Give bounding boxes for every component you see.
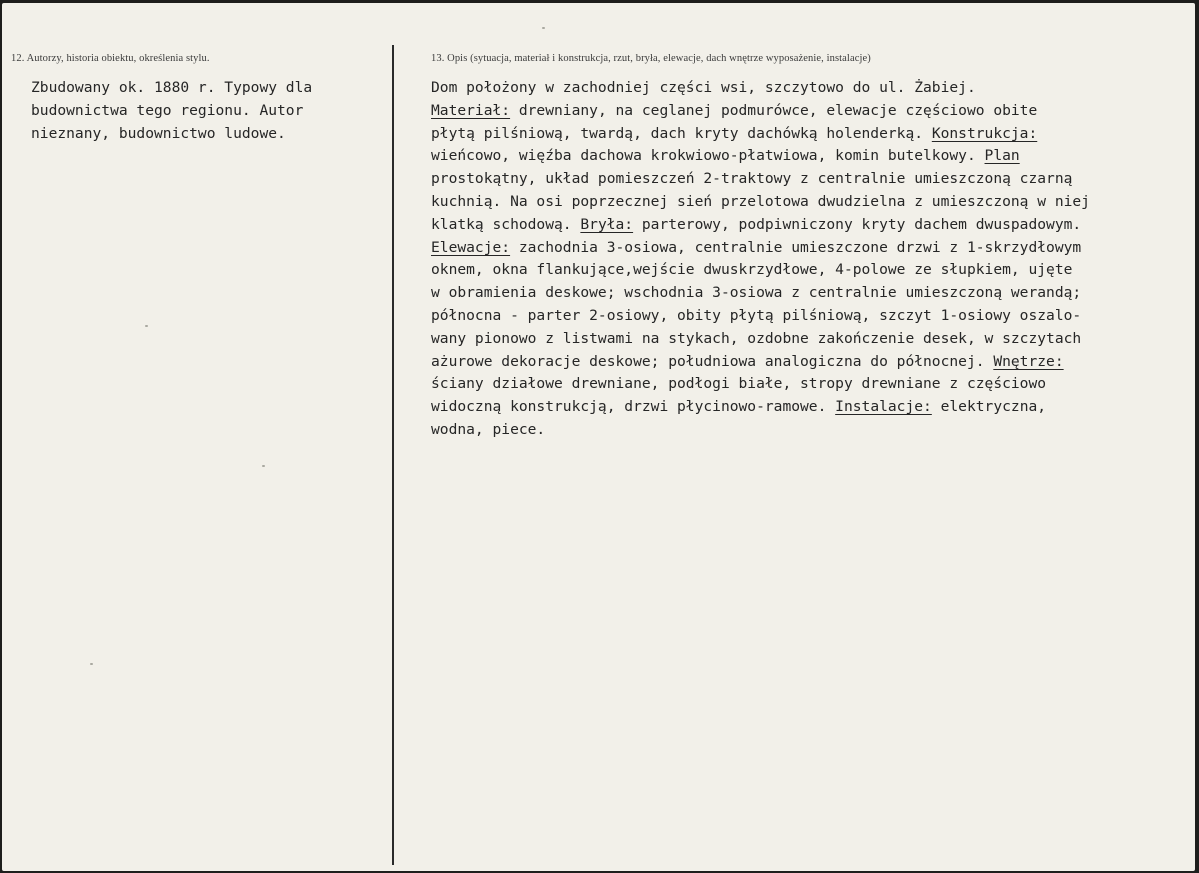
- text-segment: widoczną konstrukcją, drzwi płycinowo-ramowe.: [431, 398, 836, 416]
- section-label: Elewacje:: [431, 238, 511, 256]
- text-line: [431, 259, 1195, 282]
- text-line: [431, 191, 1195, 214]
- section-label: Instalacje:: [835, 398, 932, 416]
- text-line: [431, 100, 1195, 123]
- text-line: [431, 396, 1195, 419]
- text-line: Zbudowany ok. 1880 r. Typowy dla: [31, 79, 313, 96]
- text-line: [431, 237, 1195, 260]
- text-line: nieznany, budownictwo ludowe.: [31, 124, 286, 142]
- section-12-heading: 12. Autorzy, historia obiektu, określenia stylu.: [11, 53, 210, 64]
- text-segment: kuchnią. Na osi poprzecznej sień przelotowa dwudzielna z umieszczoną w niej: [431, 192, 1090, 210]
- text-line: [431, 351, 1195, 374]
- text-line: [431, 282, 1195, 305]
- text-segment: wany pionowo z listwami na stykach, ozdobne zakończenie desek, w szczytach: [431, 329, 1082, 347]
- text-line: budownictwa tego regionu. Autor: [31, 101, 304, 119]
- text-segment: Dom położony w zachodniej części wsi, szczytowo do ul. Żabiej.: [431, 79, 976, 96]
- text-segment: płytą pilśniową, twardą, dach kryty dachówką holenderką.: [431, 124, 932, 142]
- text-segment: ściany działowe drewniane, podłogi białe, stropy drewniane z częściowo: [431, 375, 1047, 393]
- text-line: [431, 373, 1195, 396]
- paper-speck: [542, 27, 545, 29]
- paper-speck: [262, 465, 265, 467]
- section-13-heading: 13. Opis (sytuacja, materiał i konstrukcja, rzut, bryła, elewacje, dach wnętrze wyposażenie, instalacje): [431, 53, 871, 64]
- text-segment: parterowy, podpiwniczony kryty dachem dwuspadowym.: [633, 215, 1082, 233]
- text-segment: wodna, piece.: [431, 420, 546, 438]
- description-text: [431, 77, 1195, 442]
- section-label: Plan: [984, 147, 1020, 165]
- text-line: [431, 168, 1195, 191]
- section-label: Konstrukcja:: [931, 124, 1038, 142]
- column-divider: [392, 45, 394, 865]
- text-segment: elektryczna,: [931, 398, 1047, 416]
- text-segment: drewniany, na ceglanej podmurówce, elewacje częściowo obite: [510, 101, 1038, 119]
- text-line: [431, 77, 1195, 100]
- text-segment: prostokątny, układ pomieszczeń 2-traktowy z centralnie umieszczoną czarną: [431, 170, 1073, 188]
- history-text: [31, 77, 381, 145]
- text-line: [431, 145, 1195, 168]
- paper-speck: [90, 663, 93, 665]
- text-line: [431, 305, 1195, 328]
- text-segment: oknem, okna flankujące,wejście dwuskrzydłowe, 4-polowe ze słupkiem, ujęte: [431, 261, 1073, 279]
- paper-speck: [145, 325, 148, 327]
- text-segment: wieńcowo, więźba dachowa krokwiowo-płatwiowa, komin butelkowy.: [431, 147, 985, 165]
- text-line: [431, 419, 1195, 442]
- document-sheet: [2, 3, 1195, 871]
- text-segment: północna - parter 2-osiowy, obity płytą pilśniową, szczyt 1-osiowy oszalo-: [431, 306, 1082, 324]
- text-line: [431, 123, 1195, 146]
- section-label: Wnętrze:: [993, 352, 1064, 370]
- text-segment: klatką schodową.: [431, 215, 581, 233]
- text-segment: zachodnia 3-osiowa, centralnie umieszczone drzwi z 1-skrzydłowym: [510, 238, 1082, 256]
- text-line: [431, 328, 1195, 351]
- section-label: Bryła:: [580, 215, 634, 233]
- text-line: [431, 214, 1195, 237]
- text-segment: ażurowe dekoracje deskowe; południowa analogiczna do północnej.: [431, 352, 994, 370]
- section-label: Materiał:: [431, 101, 511, 119]
- text-segment: w obramienia deskowe; wschodnia 3-osiowa z centralnie umieszczoną werandą;: [431, 284, 1082, 302]
